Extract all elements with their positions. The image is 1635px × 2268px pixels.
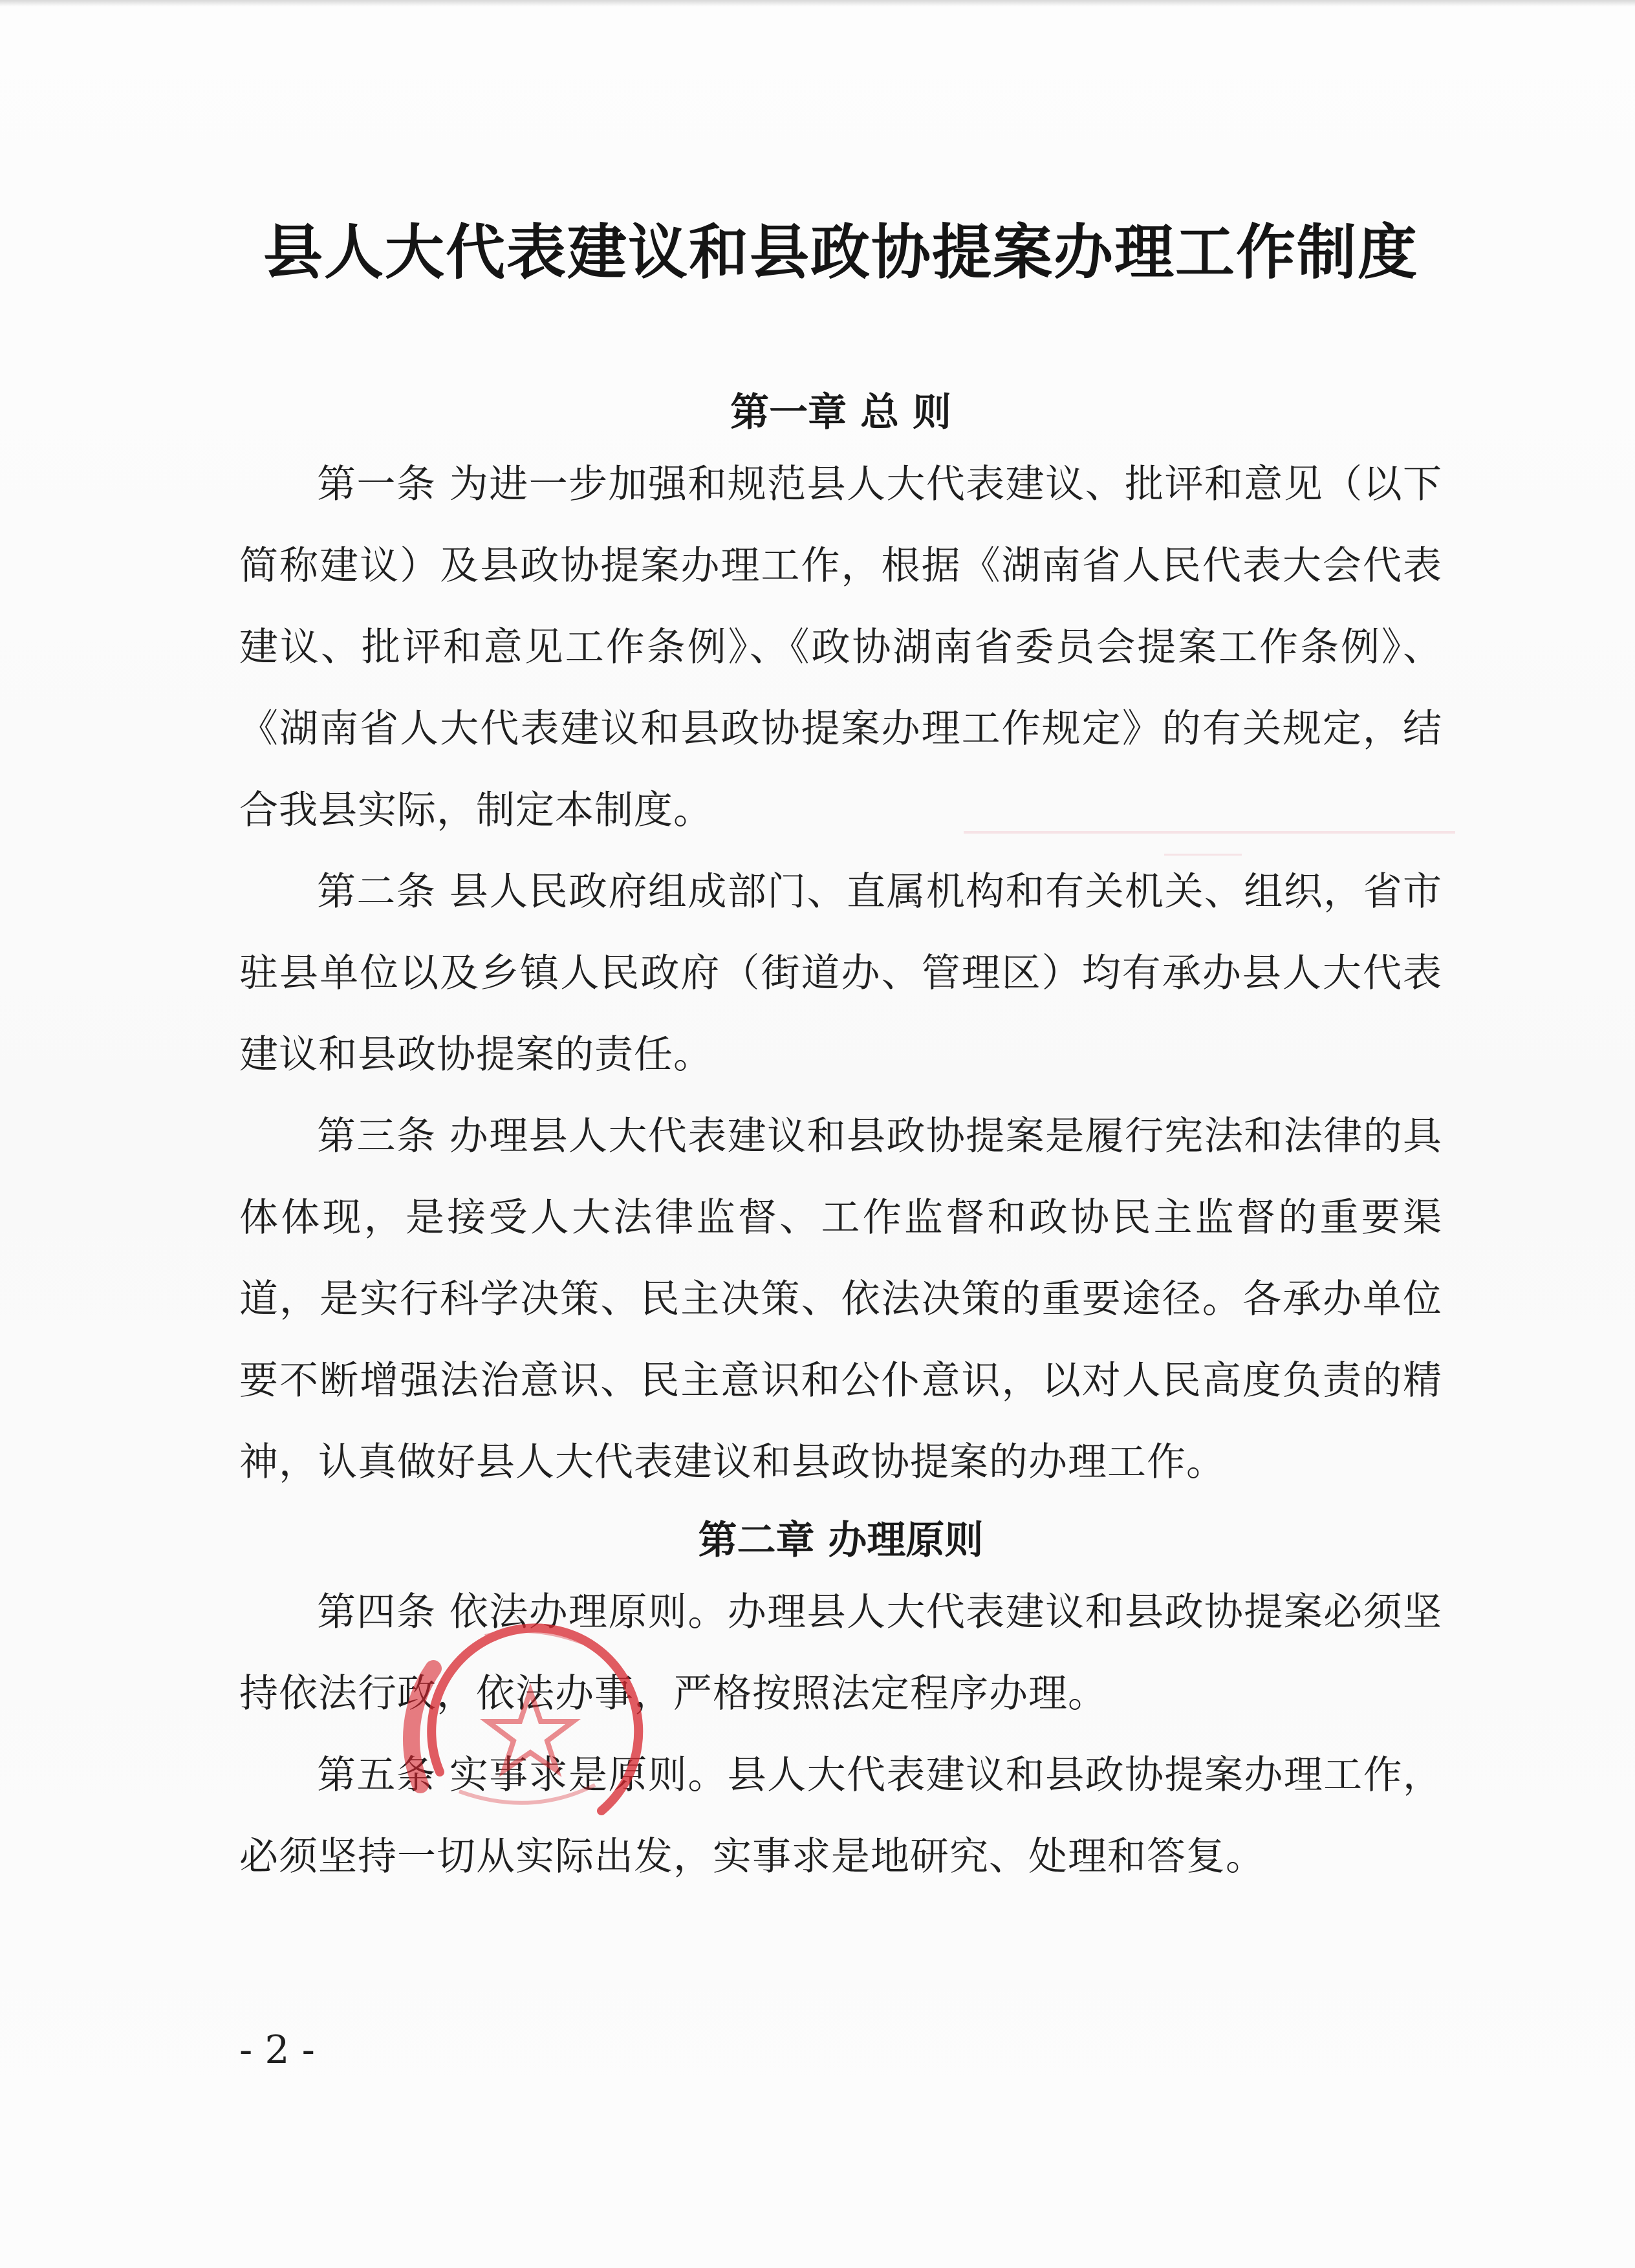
article-2: 第二条 县人民政府组成部门、直属机构和有关机关、组织，省市驻县单位以及乡镇人民政府（街道办、管理区）均有承办县人大代表建议和县政协提案的责任。 — [239, 869, 1442, 1077]
article-3: 第三条 办理县人大代表建议和县政协提案是履行宪法和法律的具体体现，是接受人大法律监督、工作监督和政协民主监督的重要渠道，是实行科学决策、民主决策、依法决策的重要途径。各承办单位要不断增强法治意识、民主意识和公仆意识，以对人民高度负责的精神，认真做好县人大代表建议和县政协提案的办理工作。 — [239, 1114, 1442, 1485]
scan-edge — [0, 0, 1635, 6]
article-4: 第四条 依法办理原则。办理县人大代表建议和县政协提案必须坚持依法行政，依法办事，严格按照法定程序办理。 — [239, 1590, 1442, 1716]
page-number: - 2 - — [239, 2027, 315, 2073]
chapter-2-heading: 第二章 办理原则 — [698, 1518, 984, 1563]
article-5: 第五条 实事求是原则。县人大代表建议和县政协提案办理工作，必须坚持一切从实际出发，实事求是地研究、处理和答复。 — [239, 1753, 1442, 1879]
chapter-1-heading: 第一章 总 则 — [730, 390, 951, 435]
article-1: 第一条 为进一步加强和规范县人大代表建议、批评和意见（以下简称建议）及县政协提案办理工作，根据《湖南省人民代表大会代表建议、批评和意见工作条例》、《政协湖南省委员会提案工作条例》、《湖南省人大代表建议和县政协提案办理工作规定》的有关规定，结合我县实际，制定本制度。 — [239, 462, 1442, 833]
document-body — [239, 213, 1442, 1897]
document-title: 县人大代表建议和县政协提案办理工作制度 — [263, 217, 1418, 287]
